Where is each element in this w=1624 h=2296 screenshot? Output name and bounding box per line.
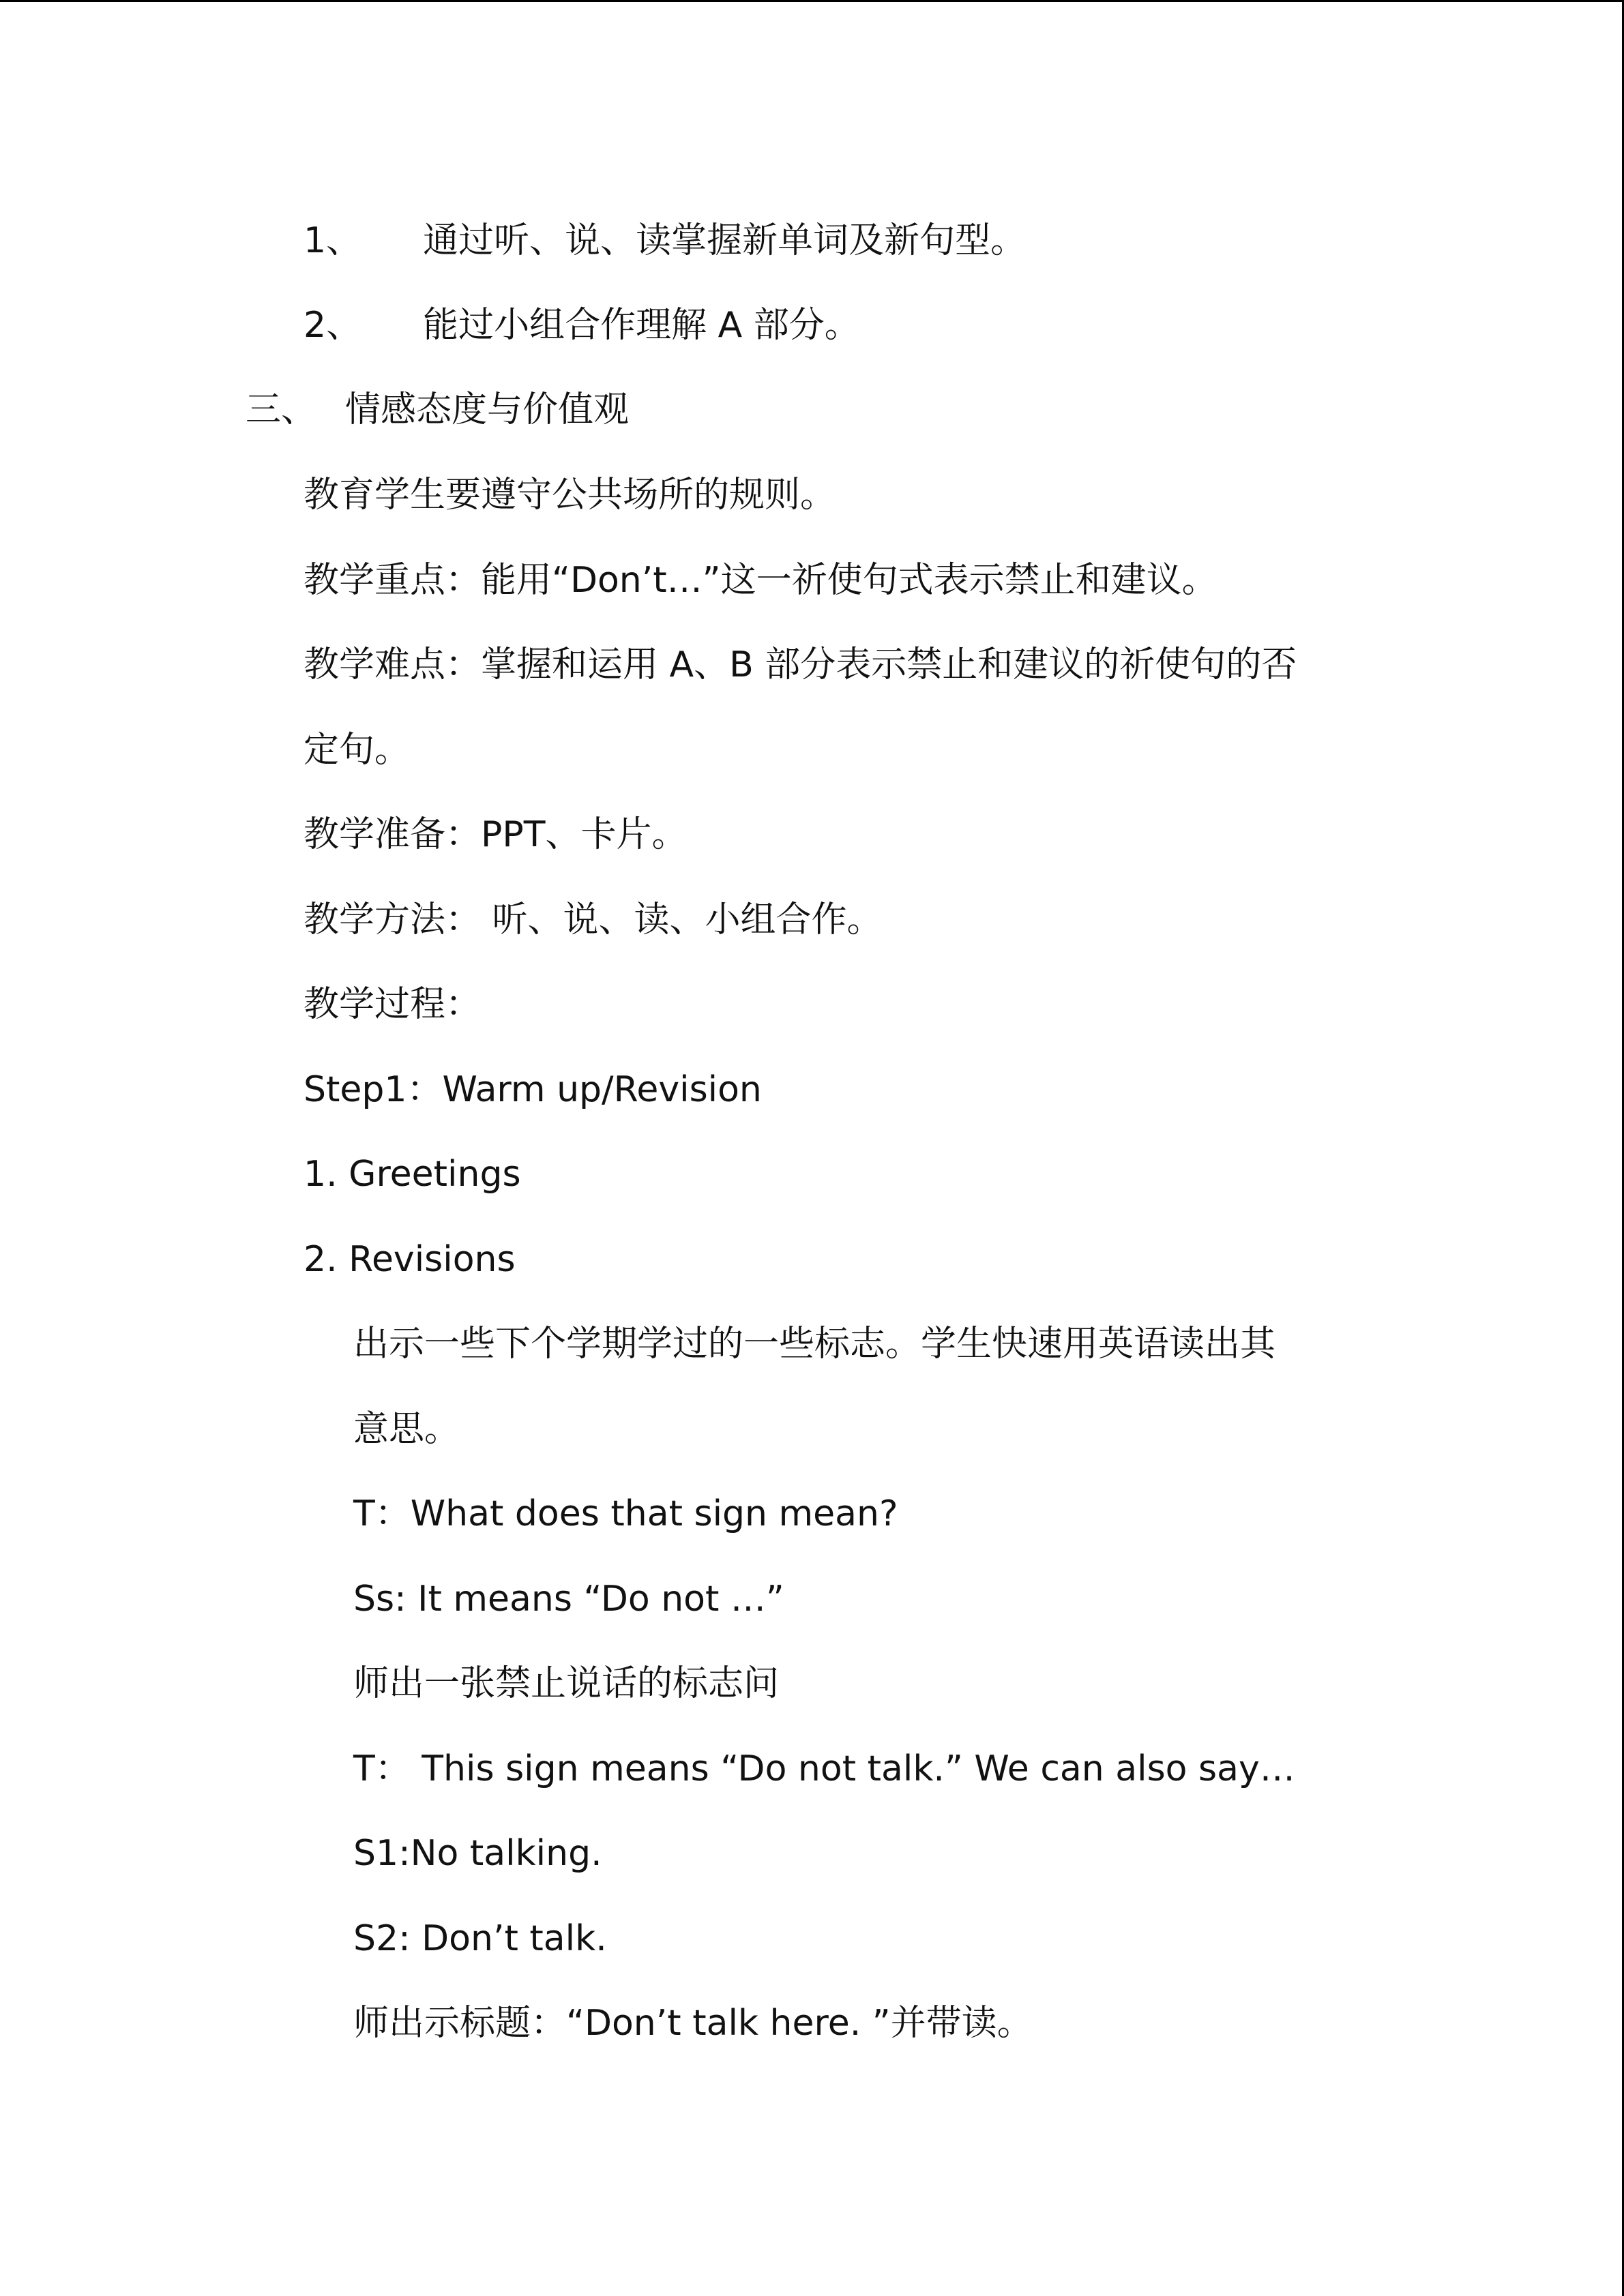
objective-number-1: 1、 xyxy=(304,220,362,261)
section-heading-3 xyxy=(246,389,629,430)
step1-heading: Step1：Warm up/Revision xyxy=(304,1069,762,1110)
objective-text-2: 能过小组合作理解 A 部分。 xyxy=(423,305,860,346)
objective-item-2 xyxy=(304,305,860,346)
revision-description: 出示一些下个学期学过的一些标志。学生快速用英语读出其 xyxy=(353,1324,1276,1365)
objective-number-2: 2、 xyxy=(304,305,362,346)
dialogue-teacher-1: T：What does that sign mean? xyxy=(353,1493,898,1534)
paragraph-method: 教学方法： 听、说、读、小组合作。 xyxy=(304,899,883,940)
section-title-3: 情感态度与价值观 xyxy=(345,389,630,430)
step1-item-greetings: 1. Greetings xyxy=(304,1154,521,1195)
dialogue-teacher-2: T： This sign means “Do not talk.” We can also say… xyxy=(353,1748,1295,1789)
paragraph-difficulty-cont: 定句。 xyxy=(304,730,411,771)
objective-text-1: 通过听、说、读掌握新单词及新句型。 xyxy=(423,220,1027,261)
dialogue-students-1: Ss: It means “Do not …” xyxy=(353,1579,784,1620)
revision-description-cont: 意思。 xyxy=(353,1409,460,1450)
paragraph-preparation: 教学准备：PPT、卡片。 xyxy=(304,814,688,855)
teacher-action-2: 师出示标题：“Don’t talk here. ”并带读。 xyxy=(353,2003,1033,2044)
section-number-3: 三、 xyxy=(246,389,317,430)
paragraph-difficulty: 教学难点：掌握和运用 A、B 部分表示禁止和建议的祈使句的否 xyxy=(304,644,1297,685)
paragraph-values: 教育学生要遵守公共场所的规则。 xyxy=(304,475,836,516)
teacher-action-1: 师出一张禁止说话的标志问 xyxy=(353,1663,780,1704)
objective-item-1 xyxy=(304,220,1026,261)
paragraph-process-heading: 教学过程： xyxy=(304,984,482,1025)
dialogue-student-1: S1:No talking. xyxy=(353,1833,602,1874)
page-top-border xyxy=(0,0,1624,2)
paragraph-key-point: 教学重点：能用“Don’t…”这一祈使句式表示禁止和建议。 xyxy=(304,560,1217,601)
step1-item-revisions: 2. Revisions xyxy=(304,1239,516,1280)
dialogue-student-2: S2: Don’t talk. xyxy=(353,1918,607,1959)
